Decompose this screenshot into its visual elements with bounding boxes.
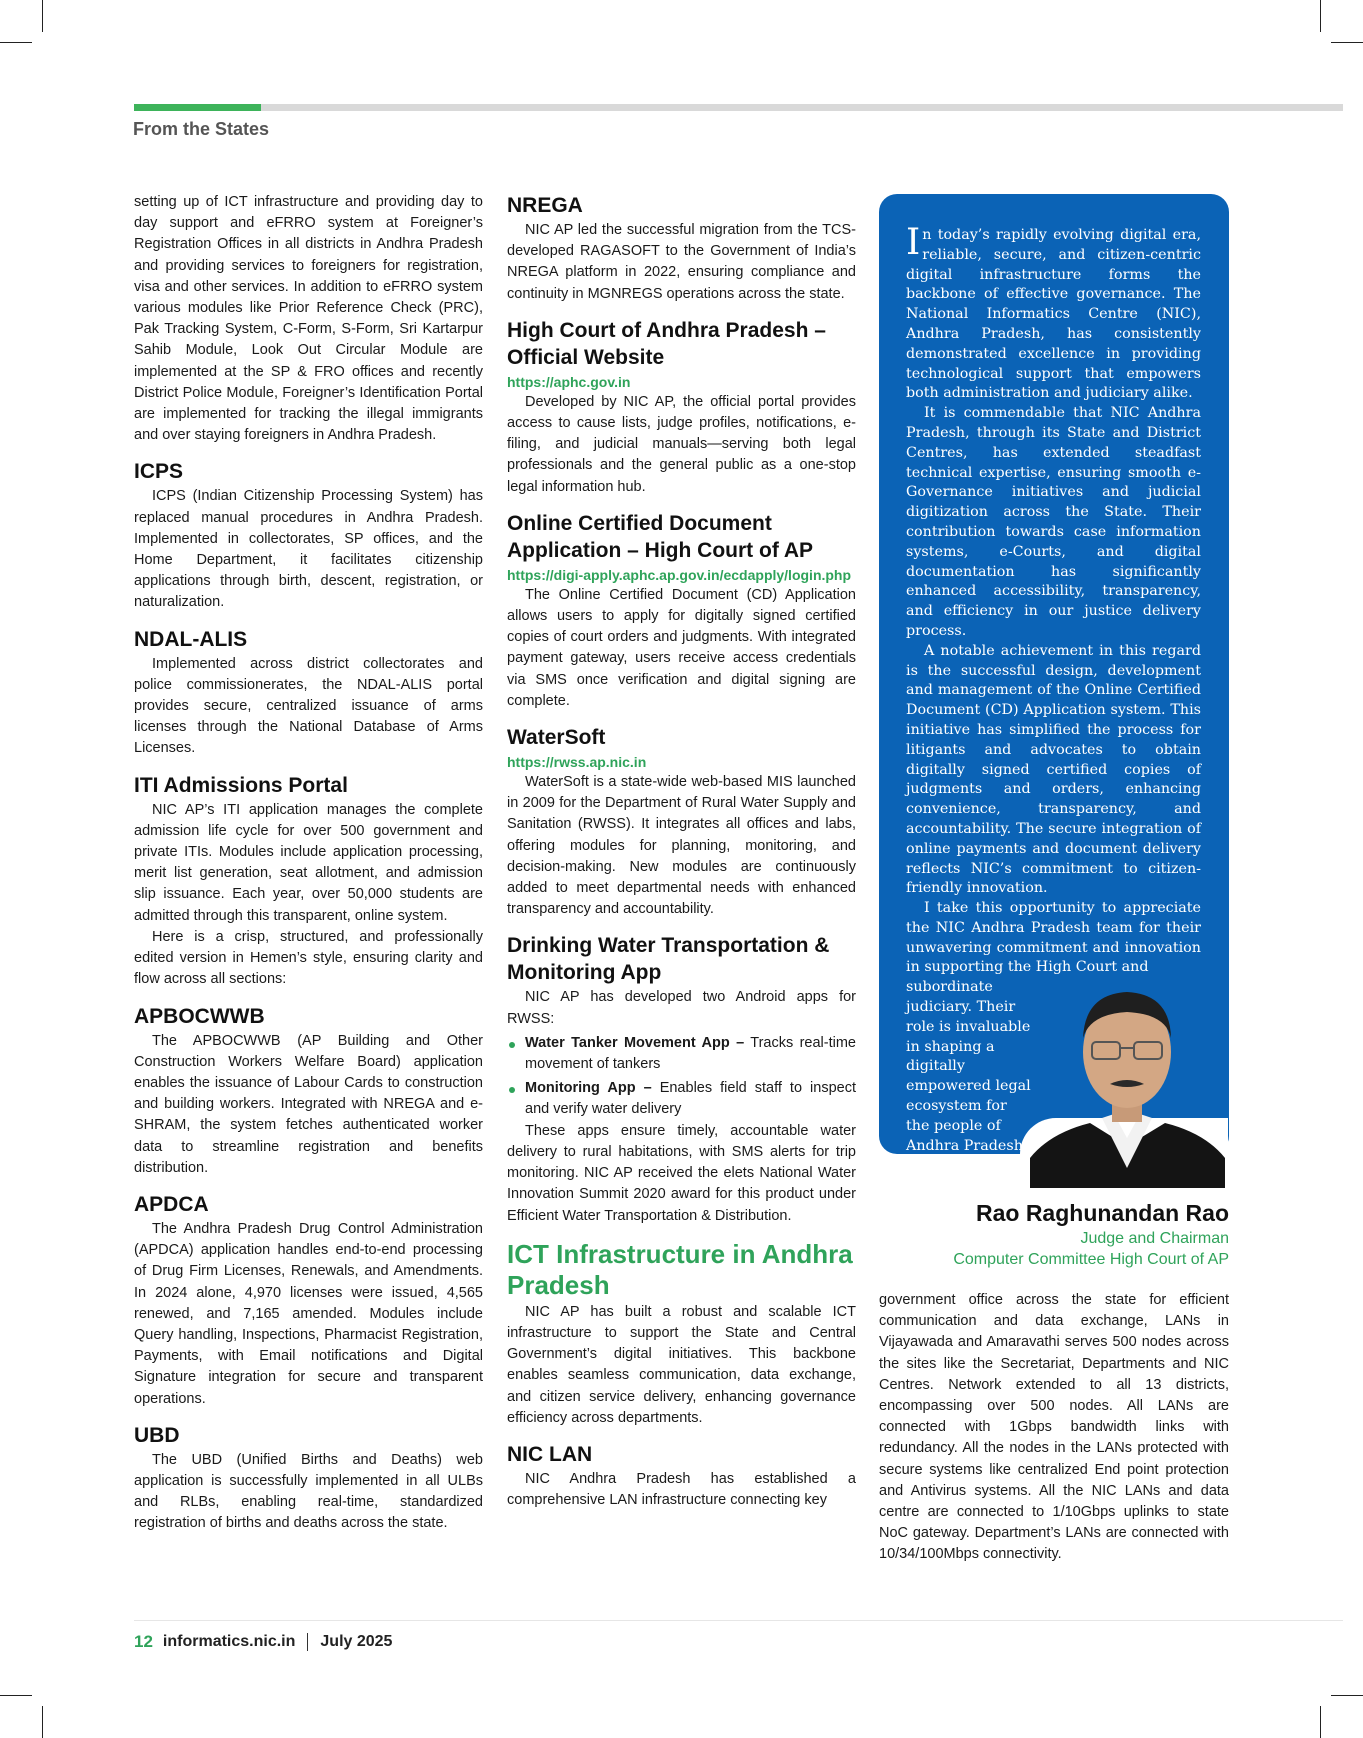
footer-site[interactable]: informatics.nic.in — [162, 1633, 296, 1650]
drop-cap: I — [906, 222, 921, 263]
list-item — [507, 1078, 856, 1120]
intro-paragraph: setting up of ICT infrastructure and providing day to day support and eFRRO system at Foreigner’s Registration Offices in all districts in Andhra Pradesh and providing services to foreigners for registration, visa and other services. In addition to eFRRO system various modules like Prior Reference Check (PRC), Pak Tracking System, C-Form, S-Form, Sri Kartarpur Sahib Module, Look Out Circular Module are implemented at the SP & FRO offices and recently District Police Module, Foreigner’s Identification Portal are implemented for tracking the illegal immigrants and over staying foreigners in Andhra Pradesh. — [134, 194, 483, 444]
header-rule — [134, 104, 1343, 111]
ict-paragraph: NIC AP has built a robust and scalable ICT infrastructure to support the State and Central Government’s digital initiatives. This backbone enables seamless communication, data exchange, and citizen service delivery, enhancing governance efficiency across departments. — [507, 1303, 856, 1426]
crop-mark — [42, 1706, 43, 1738]
iti-paragraph: NIC AP’s ITI application manages the complete admission life cycle for over 500 government and private ITIs. Modules include application processing, merit list generation, seat allotment, and admission slip issuance. Each year, over 50,000 students are admitted through this transparent, online system. — [134, 801, 483, 924]
ocd-link[interactable]: https://digi-apply.aphc.ap.gov.in/ecdapply/login.php — [507, 566, 852, 583]
crop-mark — [0, 42, 32, 43]
apdca-heading: APDCA — [134, 1192, 209, 1216]
quote-paragraph-4-tail: subordinate judiciary. Their role is invaluable in shaping a digitally empowered legal ecosystem for the people of Andhra Pradesh. — [906, 979, 1031, 1154]
ict-heading: ICT Infrastructure in Andhra Pradesh — [507, 1238, 853, 1300]
high-court-link[interactable]: https://aphc.gov.in — [507, 373, 631, 390]
watersoft-heading: WaterSoft — [507, 726, 606, 750]
crop-mark — [1331, 1695, 1363, 1696]
header-accent — [134, 104, 261, 111]
quote-paragraph-2: It is commendable that NIC Andhra Pradesh, through its State and District Centres, has extended steadfast technical expertise, ensuring smooth e-Governance initiatives and judicial digitization across the State. Their contribution towards case information systems, e-Courts, and digital documentation has significantly enhanced accessibility, transparency, and efficiency in our justice delivery process. — [906, 405, 1201, 639]
author-credit — [879, 1198, 1229, 1270]
nic-lan-heading: NIC LAN — [507, 1442, 593, 1466]
iti-heading: ITI Admissions Portal — [134, 773, 348, 797]
list-item — [507, 1033, 856, 1075]
author-role: Judge and Chairman — [1080, 1230, 1229, 1247]
ndal-heading: NDAL-ALIS — [134, 627, 248, 651]
footer-date: July 2025 — [320, 1633, 393, 1650]
lan-continued-paragraph: government office across the state for efficient communication and data exchange, LANs in Vijayawada and Amaravathi serves 500 nodes across the sites like the Secretariat, Departments and NIC Centres. Network extended to all 13 districts, encompassing over 500 nodes. All LANs are connected with 1Gbps bandwidth links with redundancy. All the nodes in the LANs protected with secure systems like centralized End point protection and Antivirus systems. All the NIC LANs and data centre are connected to 1/10Gbps uplinks to state NoC gateway. Department’s LANs are connected with 10/34/100Mbps connectivity. — [879, 1292, 1229, 1563]
drinking-water-intro: NIC AP has developed two Android apps for RWSS: — [507, 989, 856, 1027]
ocd-paragraph: The Online Certified Document (CD) Application allows users to apply for digitally signed certified copies of court orders and judgments. With integrated payment gateway, users receive access credentials via SMS once verification and digital signing are complete. — [507, 586, 856, 709]
quote-paragraph-3: A notable achievement in this regard is the successful design, development and management of the Online Certified Document (CD) Application system. This initiative has simplified the process for litigants and advocates to obtain digitally signed certified copies of judgments and orders, enhancing convenience, transparency, and accountability. The secure integration of online payments and document delivery reflects NIC’s commitment to citizen-friendly innovation. — [906, 642, 1201, 897]
high-court-heading: High Court of Andhra Pradesh – Official Website — [507, 318, 826, 369]
quote-text — [906, 222, 1201, 1156]
crop-mark — [1320, 0, 1321, 32]
bullet-label: Water Tanker Movement App – — [525, 1034, 745, 1051]
crop-mark — [1320, 1706, 1321, 1738]
page-number: 12 — [134, 1632, 153, 1651]
quote-paragraph-4: I take this opportunity to appreciate the NIC Andhra Pradesh team for their unwavering commitment and innovation in supporting the High Court and — [906, 900, 1201, 976]
column-2 — [507, 192, 856, 1511]
section-label: From the States — [133, 119, 270, 139]
crop-mark — [42, 0, 43, 32]
ndal-paragraph: Implemented across district collectorates and police commissionerates, the NDAL-ALIS portal provides secure, centralized issuance of arms licenses through the National Database of Arms Licenses. — [134, 655, 483, 757]
author-committee: Computer Committee High Court of AP — [953, 1251, 1229, 1268]
column-3 — [879, 1290, 1229, 1566]
nic-lan-paragraph: NIC Andhra Pradesh has established a comprehensive LAN infrastructure connecting key — [507, 1470, 856, 1509]
footer-divider — [307, 1633, 308, 1651]
watersoft-link[interactable]: https://rwss.ap.nic.in — [507, 754, 647, 771]
apbocwwb-paragraph: The APBOCWWB (AP Building and Other Construction Workers Welfare Board) application enables the issuance of Labour Cards to construction and building workers. Integrated with NREGA and e-SHRAM, the system fetches authenticated worker data to streamline registration and benefits distribution. — [134, 1032, 483, 1176]
iti-note: Here is a crisp, structured, and professionally edited version in Hemen’s style, ensuring clarity and flow across all sections: — [134, 928, 483, 988]
column-1 — [134, 192, 483, 1535]
high-court-paragraph: Developed by NIC AP, the official portal provides access to cause lists, judge profiles, notifications, e-filing, and judicial manuals—serving both legal professionals and the general public as a one-stop legal information hub. — [507, 393, 856, 495]
crop-mark — [1331, 42, 1363, 43]
footer-rule — [134, 1620, 1343, 1621]
quote-paragraph-1: n today’s rapidly evolving digital era, reliable, secure, and citizen-centric digital infrastructure forms the backbone of effective governance. The National Informatics Centre (NIC), Andhra Pradesh, has consistently demonstrated excellence in providing technological support that empowers both administration and judiciary alike. — [906, 227, 1201, 402]
nrega-paragraph: NIC AP led the successful migration from the TCS-developed RAGASOFT to the Government of India’s NREGA platform in 2022, ensuring compliance and continuity in MGNREGS operations across the state. — [507, 222, 856, 302]
author-name: Rao Raghunandan Rao — [975, 1200, 1229, 1226]
crop-mark — [0, 1695, 32, 1696]
bullet-text: Tracks real-time movement of tankers — [525, 1034, 856, 1073]
icps-paragraph: ICPS (Indian Citizenship Processing System) has replaced manual procedures in Andhra Pradesh. Implemented in collectorates, SP offices, and the Home Department, it facilitates citizenship applications through birth, descent, registration, or naturalization. — [134, 488, 483, 611]
apdca-paragraph: The Andhra Pradesh Drug Control Administration (APDCA) application handles end-to-end processing of Drug Firm Licenses, Renewals, and Amendments. In 2024 alone, 4,970 licenses were issued, 4,565 renewed, and 7,165 amended. Modules include Query handling, Inspections, Pharmacist Registration, Payments, with Email notifications and Digital Signature integration for secure and transparent operations. — [134, 1220, 483, 1407]
bullet-text: Enables field staff to inspect and verify water delivery — [525, 1080, 856, 1118]
nrega-heading: NREGA — [507, 194, 583, 217]
apbocwwb-heading: APBOCWWB — [134, 1004, 265, 1028]
icps-heading: ICPS — [134, 460, 184, 484]
drinking-water-list — [507, 1033, 856, 1121]
footer — [134, 1632, 392, 1652]
ubd-paragraph: The UBD (Unified Births and Deaths) web application is successfully implemented in all ULBs and RLBs, enabling real-time, standardized registration of births and deaths across the state. — [134, 1451, 483, 1532]
drinking-water-heading: Drinking Water Transportation & Monitoring App — [507, 934, 830, 985]
ubd-heading: UBD — [134, 1423, 180, 1447]
bullet-label: Monitoring App – — [525, 1080, 652, 1097]
drinking-water-paragraph: These apps ensure timely, accountable water delivery to rural habitations, with SMS alerts for trip monitoring. NIC AP received the elets National Water Innovation Summit 2020 award for this product under Efficient Water Transportation & Distribution. — [507, 1122, 856, 1224]
watersoft-paragraph: WaterSoft is a state-wide web-based MIS launched in 2009 for the Department of Rural Water Supply and Sanitation (RWSS). It integrates all offices and labs, offering modules for planning, monitoring, and decision-making. New modules are continuously added to meet departmental needs with enhanced transparency and accountability. — [507, 774, 856, 918]
ocd-heading: Online Certified Document Application – High Court of AP — [507, 511, 814, 562]
